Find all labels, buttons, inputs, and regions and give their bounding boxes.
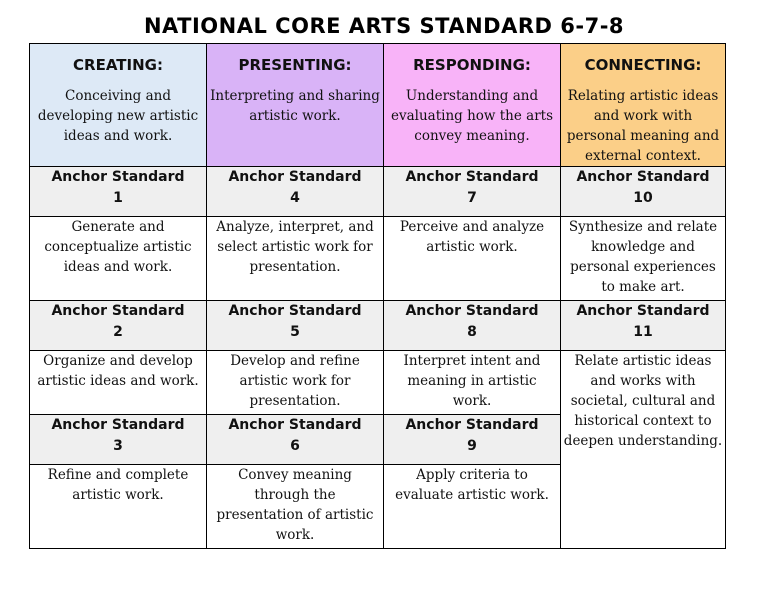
header-title: CONNECTING: — [584, 56, 702, 74]
anchor-text: Synthesize and relate knowledge and personal experiences to make art. — [561, 217, 726, 301]
header-description: Relating artistic ideas and work with personal meaning and external context. — [566, 88, 720, 164]
anchor-number: 6 — [290, 438, 300, 454]
anchor-label: Anchor Standard — [405, 303, 539, 319]
anchor-text-row — [30, 351, 726, 415]
anchor-text: Generate and conceptualize artistic ideas and work. — [30, 217, 207, 301]
anchor-heading — [384, 301, 561, 351]
anchor-heading-row — [30, 167, 726, 217]
anchor-heading — [384, 415, 561, 465]
anchor-number: 5 — [290, 324, 300, 340]
anchor-label: Anchor Standard — [228, 303, 362, 319]
anchor-number: 8 — [467, 324, 477, 340]
anchor-label: Anchor Standard — [576, 169, 710, 185]
anchor-number: 1 — [113, 190, 123, 206]
anchor-heading — [207, 415, 384, 465]
anchor-number: 11 — [633, 324, 653, 340]
header-presenting — [207, 44, 384, 167]
page-title: NATIONAL CORE ARTS STANDARD 6-7-8 — [143, 14, 625, 38]
anchor-text: Convey meaning through the presentation of artistic work. — [207, 465, 384, 549]
header-responding — [384, 44, 561, 167]
header-description: Understanding and evaluating how the arts convey meaning. — [390, 88, 554, 144]
anchor-text-row — [30, 217, 726, 301]
standards-table — [29, 43, 726, 549]
header-title: RESPONDING: — [413, 56, 531, 74]
header-description: Conceiving and developing new artistic ideas and work. — [37, 88, 199, 144]
anchor-label: Anchor Standard — [576, 303, 710, 319]
anchor-heading — [207, 167, 384, 217]
anchor-label: Anchor Standard — [228, 169, 362, 185]
header-title: CREATING: — [73, 56, 163, 74]
anchor-number: 2 — [113, 324, 123, 340]
anchor-heading — [207, 301, 384, 351]
header-description: Interpreting and sharing artistic work. — [210, 88, 380, 124]
anchor-label: Anchor Standard — [405, 417, 539, 433]
anchor-text: Apply criteria to evaluate artistic work. — [384, 465, 561, 549]
header-row — [30, 44, 726, 167]
anchor-text: Organize and develop artistic ideas and work. — [30, 351, 207, 415]
anchor-number: 10 — [633, 190, 653, 206]
anchor-text: Refine and complete artistic work. — [30, 465, 207, 549]
anchor-label: Anchor Standard — [405, 169, 539, 185]
anchor-heading — [561, 167, 726, 217]
anchor-label: Anchor Standard — [51, 417, 185, 433]
anchor-number: 4 — [290, 190, 300, 206]
header-connecting — [561, 44, 726, 167]
anchor-heading-row — [30, 301, 726, 351]
anchor-label: Anchor Standard — [51, 303, 185, 319]
anchor-number: 9 — [467, 438, 477, 454]
anchor-text: Relate artistic ideas and works with societal, cultural and historical context to deepen understanding. — [561, 351, 726, 549]
anchor-heading — [30, 301, 207, 351]
anchor-heading — [30, 167, 207, 217]
anchor-text: Interpret intent and meaning in artistic work. — [384, 351, 561, 415]
header-creating — [30, 44, 207, 167]
anchor-label: Anchor Standard — [51, 169, 185, 185]
anchor-heading — [561, 301, 726, 351]
anchor-number: 7 — [467, 190, 477, 206]
anchor-heading — [30, 415, 207, 465]
anchor-text: Perceive and analyze artistic work. — [384, 217, 561, 301]
anchor-label: Anchor Standard — [228, 417, 362, 433]
header-title: PRESENTING: — [238, 56, 352, 74]
anchor-heading — [384, 167, 561, 217]
anchor-text: Develop and refine artistic work for presentation. — [207, 351, 384, 415]
anchor-text: Analyze, interpret, and select artistic work for presentation. — [207, 217, 384, 301]
anchor-number: 3 — [113, 438, 123, 454]
